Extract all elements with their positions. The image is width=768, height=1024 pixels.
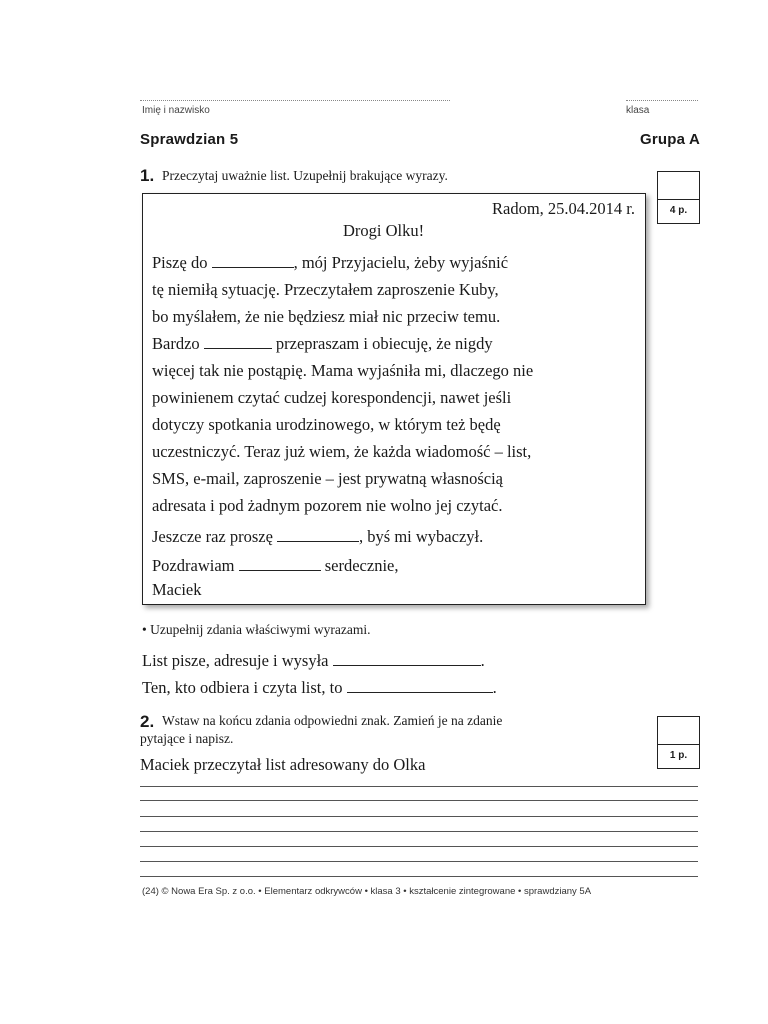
task2-points-box: 1 p. xyxy=(657,743,700,769)
answer-line-4[interactable] xyxy=(140,831,698,832)
name-dotted-line xyxy=(140,100,450,101)
class-dotted-line xyxy=(626,100,698,101)
task2-instruction-line2: pytające i napisz. xyxy=(140,731,234,746)
answer-line-5[interactable] xyxy=(140,846,698,847)
answer-line-1[interactable] xyxy=(140,786,698,787)
letter-line-7: dotyczy spotkania urodzinowego, w którym też będę xyxy=(152,415,501,434)
sentence-2: Ten, kto odbiera i czyta list, to . xyxy=(142,678,497,697)
sentence-1: List pisze, adresuje i wysyła . xyxy=(142,651,485,670)
letter-signature: Maciek xyxy=(152,580,202,599)
sentence-1-blank[interactable] xyxy=(333,663,481,666)
task2-points-input-box[interactable] xyxy=(657,716,700,745)
group-label: Grupa A xyxy=(639,131,700,148)
letter-place-date: Radom, 25.04.2014 r. xyxy=(492,199,635,218)
letter-greeting: Drogi Olku! xyxy=(343,221,425,240)
answer-line-3[interactable] xyxy=(140,816,698,817)
blank-4[interactable] xyxy=(239,568,321,571)
sub-instruction: • Uzupełnij zdania właściwymi wyrazami. xyxy=(142,622,371,637)
blank-1[interactable] xyxy=(212,265,294,268)
task2-number: 2. xyxy=(140,712,155,731)
answer-line-6[interactable] xyxy=(140,861,698,862)
blank-3[interactable] xyxy=(277,539,359,542)
letter-line-1: Piszę do , mój Przyjacielu, żeby wyjaśnić xyxy=(152,253,509,272)
letter-line-9: SMS, e-mail, zaproszenie – jest prywatną własnością xyxy=(152,469,503,488)
answer-line-7[interactable] xyxy=(140,876,698,877)
task1-points-input-box[interactable] xyxy=(657,171,700,200)
class-label: klasa xyxy=(626,105,650,116)
task1-number: 1. xyxy=(140,166,155,185)
letter-line-8: uczestniczyć. Teraz już wiem, że każda wiadomość – list, xyxy=(152,442,532,461)
letter-line-3: bo myślałem, że nie będziesz miał nic przeciw temu. xyxy=(152,307,501,326)
task2-instruction-line1: Wstaw na końcu zdania odpowiedni znak. Zamień je na zdanie xyxy=(162,713,503,728)
name-label: Imię i nazwisko xyxy=(142,105,210,116)
task2-sentence: Maciek przeczytał list adresowany do Olka xyxy=(140,755,426,774)
letter-line-2: tę niemiłą sytuację. Przeczytałem zaproszenie Kuby, xyxy=(152,280,499,299)
letter-line-5: więcej tak nie postąpię. Mama wyjaśniła mi, dlaczego nie xyxy=(152,361,534,380)
letter-line-4: Bardzo przepraszam i obiecuję, że nigdy xyxy=(152,334,493,353)
letter-line-12: Pozdrawiam serdecznie, xyxy=(152,556,399,575)
footer: (24) © Nowa Era Sp. z o.o. • Elementarz odkrywców • klasa 3 • kształcenie zintegrowane • sprawdziany 5A xyxy=(142,886,592,897)
answer-line-2[interactable] xyxy=(140,800,698,801)
task1-instruction: Przeczytaj uważnie list. Uzupełnij brakujące wyrazy. xyxy=(162,168,448,183)
blank-2[interactable] xyxy=(204,346,272,349)
letter-line-6: powinienem czytać cudzej korespondencji, nawet jeśli xyxy=(152,388,512,407)
bullet: • xyxy=(142,622,147,637)
test-title: Sprawdzian 5 xyxy=(140,131,239,148)
sentence-2-blank[interactable] xyxy=(347,690,493,693)
task1-points-box: 4 p. xyxy=(657,198,700,224)
letter-line-10: adresata i pod żadnym pozorem nie wolno jej czytać. xyxy=(152,496,503,515)
letter-line-11: Jeszcze raz proszę , byś mi wybaczył. xyxy=(152,527,484,546)
